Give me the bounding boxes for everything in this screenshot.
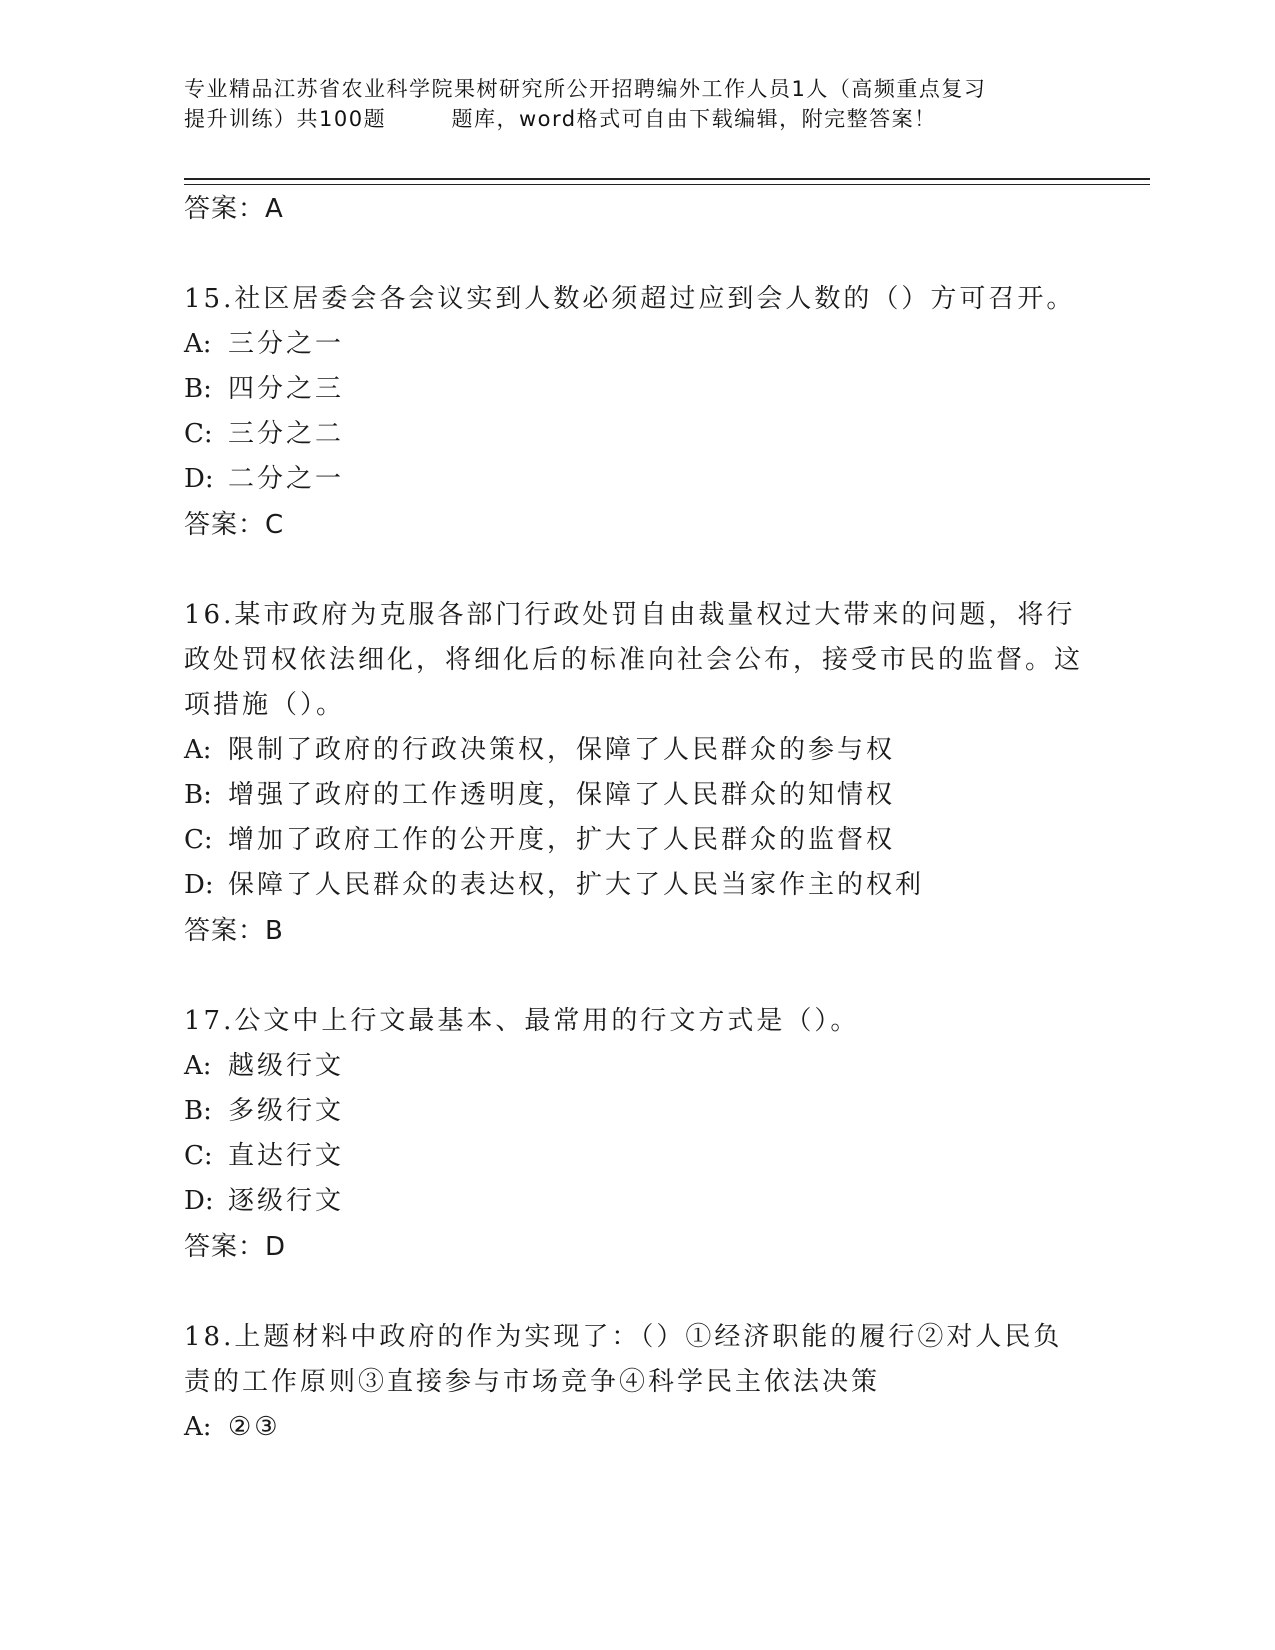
option-key: C: xyxy=(184,1141,213,1171)
answer-line: 答案：D xyxy=(184,1232,287,1262)
option-text: 直达行文 xyxy=(228,1141,345,1171)
option-c xyxy=(184,1134,1084,1179)
spacer xyxy=(184,232,1084,277)
option-key: A: xyxy=(184,735,212,765)
option-text: 保障了人民群众的表达权，扩大了人民当家作主的权利 xyxy=(228,870,925,900)
option-d xyxy=(184,1179,1084,1224)
option-key: D: xyxy=(184,1186,214,1216)
question-stem: 18.上题材料中政府的作为实现了：（）①经济职能的履行②对人民负责的工作原则③直接参与市场竞争④科学民主依法决策 xyxy=(184,1322,1063,1397)
option-b xyxy=(184,1089,1084,1134)
option-b xyxy=(184,773,1084,818)
option-key: A: xyxy=(184,1412,212,1442)
answer-line: 答案：B xyxy=(184,916,284,946)
option-key: A: xyxy=(184,329,212,359)
spacer xyxy=(184,548,1084,593)
option-text: 越级行文 xyxy=(228,1051,345,1081)
page-header xyxy=(184,74,1084,134)
spacer xyxy=(184,954,1084,999)
header-title-line1: 专业精品江苏省农业科学院果树研究所公开招聘编外工作人员1人（高频重点复习 xyxy=(184,77,987,101)
option-key: C: xyxy=(184,825,213,855)
option-a xyxy=(184,728,1084,773)
option-text: 三分之一 xyxy=(228,329,345,359)
answer-line: 答案：C xyxy=(184,510,285,540)
question-block xyxy=(184,593,1084,954)
option-key: D: xyxy=(184,870,214,900)
option-key: C: xyxy=(184,419,213,449)
question-list xyxy=(184,186,1084,1450)
option-key: B: xyxy=(184,780,212,810)
option-key: B: xyxy=(184,1096,212,1126)
option-a xyxy=(184,322,1084,367)
option-b xyxy=(184,367,1084,412)
option-key: B: xyxy=(184,374,212,404)
question-stem: 16.某市政府为克服各部门行政处罚自由裁量权过大带来的问题，将行政处罚权依法细化，将细化后的标准向社会公布，接受市民的监督。这项措施（）。 xyxy=(184,600,1084,720)
option-text: 逐级行文 xyxy=(228,1186,345,1216)
option-text: 增加了政府工作的公开度，扩大了人民群众的监督权 xyxy=(228,825,896,855)
header-rule-thick xyxy=(184,178,1150,180)
spacer xyxy=(184,1270,1084,1315)
header-title-line2: 提升训练）共100题 题库，word格式可自由下载编辑，附完整答案！ xyxy=(184,107,937,131)
option-text: 三分之二 xyxy=(228,419,345,449)
question-stem: 15.社区居委会各会议实到人数必须超过应到会人数的（）方可召开。 xyxy=(184,284,1076,314)
option-a xyxy=(184,1405,1084,1450)
option-text: 限制了政府的行政决策权，保障了人民群众的参与权 xyxy=(228,735,896,765)
option-c xyxy=(184,818,1084,863)
question-block xyxy=(184,1315,1084,1450)
option-text: 增强了政府的工作透明度，保障了人民群众的知情权 xyxy=(228,780,896,810)
option-d xyxy=(184,863,1084,908)
option-d xyxy=(184,457,1084,502)
question-block xyxy=(184,277,1084,548)
question-block xyxy=(184,999,1084,1270)
option-text: ②③ xyxy=(228,1412,281,1442)
option-text: 二分之一 xyxy=(228,464,345,494)
option-a xyxy=(184,1044,1084,1089)
question-stem: 17.公文中上行文最基本、最常用的行文方式是（）。 xyxy=(184,1006,860,1036)
option-text: 四分之三 xyxy=(228,374,345,404)
option-key: D: xyxy=(184,464,214,494)
option-text: 多级行文 xyxy=(228,1096,345,1126)
header-rule-thin xyxy=(184,184,1150,185)
option-key: A: xyxy=(184,1051,212,1081)
answer-line: 答案：A xyxy=(184,194,284,224)
option-c xyxy=(184,412,1084,457)
